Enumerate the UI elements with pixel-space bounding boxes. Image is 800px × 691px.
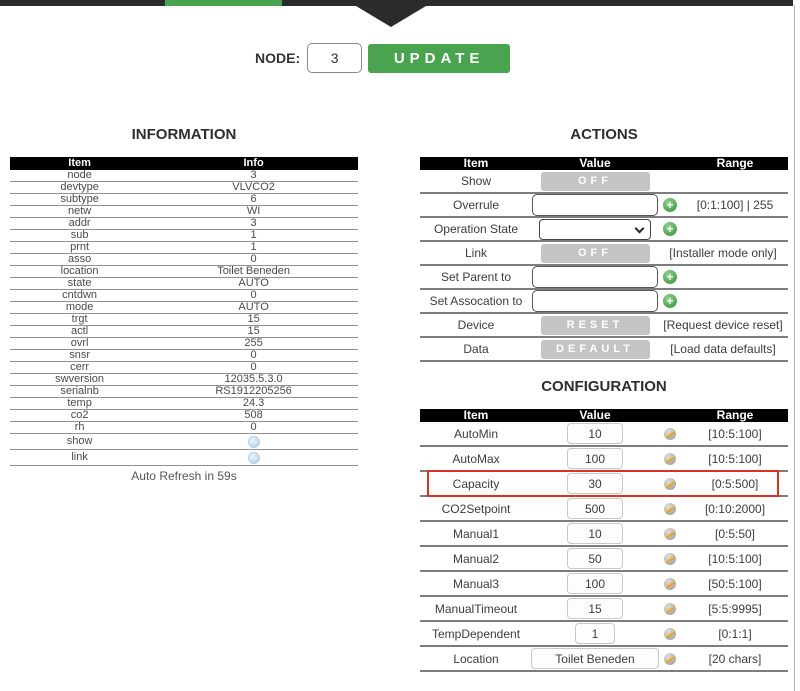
table-row [420, 218, 788, 242]
configuration-table-body [420, 422, 788, 672]
info-item-label: actl [71, 325, 89, 337]
node-input[interactable] [307, 43, 362, 73]
table-row [420, 422, 788, 447]
column-header-item: Item [68, 157, 91, 169]
info-item-value: 15 [247, 325, 260, 337]
table-row [420, 290, 788, 314]
info-item-label: temp [67, 397, 92, 409]
data-label: Data [463, 342, 489, 356]
table-row [10, 230, 358, 242]
table-row [10, 302, 358, 314]
info-item-value: AUTO [238, 277, 269, 289]
table-row [420, 522, 788, 547]
capacity-input[interactable] [567, 473, 623, 494]
set-parent-to-apply-cell [658, 270, 682, 284]
info-item-label: show [66, 435, 93, 447]
automin-value-cell [532, 423, 658, 444]
data-button[interactable]: DEFAULT [541, 340, 650, 359]
capacity-value-cell [532, 473, 658, 494]
info-item-value: 508 [244, 409, 263, 421]
manual1-edit-cell [658, 528, 682, 540]
column-header-info: Info [243, 157, 264, 169]
info-item-label: sub [70, 229, 89, 241]
actions-table-body [420, 170, 788, 362]
table-row [10, 326, 358, 338]
automax-edit-cell [658, 453, 682, 465]
table-row [420, 472, 788, 497]
set-parent-to-input[interactable] [532, 266, 658, 288]
information-table-body [10, 170, 358, 466]
info-item-label: ovrl [70, 337, 89, 349]
edit-icon[interactable] [664, 578, 676, 590]
manual2-edit-cell [658, 553, 682, 565]
table-row [10, 386, 358, 398]
table-row [420, 338, 788, 362]
info-item-value: 3 [250, 217, 257, 229]
status-led-icon [248, 452, 260, 464]
info-item-value: Toilet Beneden [217, 265, 290, 277]
set-assocation-to-label: Set Assocation to [429, 294, 523, 308]
tempdependent-label: TempDependent [431, 626, 521, 641]
info-item-label: rh [74, 421, 85, 433]
info-item-value: 6 [250, 193, 257, 205]
overrule-range: [0:1:100] | 255 [696, 198, 774, 212]
table-row [420, 447, 788, 472]
link-label: Link [464, 246, 487, 260]
table-row [10, 350, 358, 362]
edit-icon[interactable] [664, 428, 676, 440]
edit-icon[interactable] [664, 628, 676, 640]
update-button[interactable]: UPDATE [368, 44, 510, 73]
manual2-label: Manual2 [452, 551, 500, 566]
table-row [10, 410, 358, 422]
table-row [420, 622, 788, 647]
table-row [10, 242, 358, 254]
add-button[interactable]: + [663, 222, 677, 236]
edit-icon[interactable] [664, 528, 676, 540]
data-value-cell [532, 340, 658, 359]
info-item-value: RS1912205256 [215, 385, 292, 397]
nav-arrow-down-icon [356, 6, 426, 27]
manual3-range: [50:5:100] [708, 576, 762, 591]
operation-state-apply-cell [658, 222, 682, 236]
manual3-value-cell [532, 573, 658, 594]
co2setpoint-value-cell [532, 498, 658, 519]
table-row [10, 434, 358, 450]
operation-state-value-cell [532, 219, 658, 240]
info-item-value: 1 [250, 229, 257, 241]
info-item-label: cerr [70, 361, 90, 373]
location-input[interactable] [531, 648, 659, 669]
info-item-value: 1 [250, 241, 257, 253]
add-button[interactable]: + [663, 294, 677, 308]
manualtimeout-edit-cell [658, 603, 682, 615]
manual3-input[interactable] [567, 573, 623, 594]
link-range: [Installer mode only] [669, 246, 777, 260]
manual1-label: Manual1 [452, 526, 500, 541]
table-row [420, 547, 788, 572]
table-row [10, 266, 358, 278]
manual2-value-cell [532, 548, 658, 569]
overrule-value-cell [532, 194, 658, 216]
info-item-label: addr [68, 217, 91, 229]
capacity-edit-cell [658, 478, 682, 490]
add-button[interactable]: + [663, 198, 677, 212]
column-header-value: Value [579, 156, 611, 170]
co2setpoint-range: [0:10:2000] [704, 501, 766, 516]
manualtimeout-label: ManualTimeout [434, 601, 518, 616]
automax-value-cell [532, 448, 658, 469]
info-item-value: 0 [250, 349, 257, 361]
info-item-value [149, 436, 358, 448]
info-item-value: VLVCO2 [232, 181, 275, 193]
info-item-label: subtype [60, 193, 99, 205]
edit-icon[interactable] [664, 553, 676, 565]
info-item-label: prnt [70, 241, 90, 253]
data-range: [Load data defaults] [670, 342, 776, 356]
table-row [420, 242, 788, 266]
capacity-label: Capacity [452, 476, 500, 491]
info-item-label: mode [65, 301, 94, 313]
column-header-value: Value [579, 408, 611, 422]
manual1-range: [0:5:50] [714, 526, 756, 541]
table-row [10, 218, 358, 230]
show-value-cell [532, 172, 658, 191]
manualtimeout-input[interactable] [567, 598, 623, 619]
manual3-label: Manual3 [452, 576, 500, 591]
automax-range: [10:5:100] [708, 451, 762, 466]
information-title: INFORMATION [131, 126, 237, 143]
info-item-label: location [60, 265, 99, 277]
set-assocation-to-input[interactable] [532, 290, 658, 312]
column-header-item: Item [463, 156, 489, 170]
table-row [420, 194, 788, 218]
actions-table-header [420, 157, 788, 170]
edit-icon[interactable] [664, 453, 676, 465]
automax-label: AutoMax [452, 451, 500, 466]
status-led-icon [248, 436, 260, 448]
tempdependent-range: [0:1:1] [718, 626, 752, 641]
manualtimeout-range: [5:5:9995] [708, 601, 762, 616]
show-label: Show [460, 174, 492, 188]
table-row [10, 422, 358, 434]
window-border [794, 5, 795, 691]
tempdependent-input[interactable] [575, 623, 615, 644]
table-row [10, 450, 358, 466]
table-row [420, 266, 788, 290]
set-parent-to-label: Set Parent to [440, 270, 512, 284]
info-item-value: 0 [250, 361, 257, 373]
overrule-label: Overrule [452, 198, 499, 212]
set-assocation-to-value-cell [532, 290, 658, 312]
column-header-item: Item [463, 408, 489, 422]
info-item-value: 12035.5.3.0 [224, 373, 283, 385]
manual1-value-cell [532, 523, 658, 544]
co2setpoint-edit-cell [658, 503, 682, 515]
manual3-edit-cell [658, 578, 682, 590]
configuration-table-header [420, 409, 788, 422]
table-row [420, 497, 788, 522]
info-item-label: asso [67, 253, 92, 265]
manualtimeout-value-cell [532, 598, 658, 619]
link-button[interactable]: OFF [541, 244, 650, 263]
edit-icon[interactable] [664, 653, 676, 665]
info-item-label: serialnb [60, 385, 99, 397]
automin-edit-cell [658, 428, 682, 440]
actions-title: ACTIONS [570, 126, 638, 143]
device-button[interactable]: RESET [541, 316, 650, 335]
info-item-label: node [67, 169, 92, 181]
node-label: NODE: [255, 50, 301, 66]
co2setpoint-label: CO2Setpoint [441, 501, 511, 516]
edit-icon[interactable] [664, 478, 676, 490]
device-value-cell [532, 316, 658, 335]
device-range: [Request device reset] [663, 318, 783, 332]
info-item-label: trgt [71, 313, 88, 325]
info-item-value [149, 452, 358, 464]
info-item-label: co2 [70, 409, 89, 421]
info-item-label: snsr [69, 349, 90, 361]
information-table [10, 157, 358, 466]
table-row [10, 194, 358, 206]
info-item-value: WI [246, 205, 261, 217]
info-item-value: 0 [250, 421, 257, 433]
location-range: [20 chars] [708, 651, 762, 666]
automin-input[interactable] [567, 423, 623, 444]
info-item-label: link [71, 451, 88, 463]
information-section [10, 126, 358, 483]
actions-table [420, 157, 788, 362]
manual2-range: [10:5:100] [708, 551, 762, 566]
column-header-range: Range [716, 408, 754, 422]
info-item-value: 24.3 [242, 397, 265, 409]
table-row [10, 338, 358, 350]
link-value-cell [532, 244, 658, 263]
automin-range: [10:5:100] [708, 426, 762, 441]
add-button[interactable]: + [663, 270, 677, 284]
show-button[interactable]: OFF [541, 172, 650, 191]
info-item-label: state [67, 277, 92, 289]
table-row [10, 290, 358, 302]
info-item-value: 255 [244, 337, 263, 349]
table-row [10, 398, 358, 410]
tempdependent-edit-cell [658, 628, 682, 640]
configuration-table [420, 409, 788, 672]
device-label: Device [457, 318, 495, 332]
table-row [420, 597, 788, 622]
overrule-input[interactable] [532, 194, 658, 216]
table-row [420, 314, 788, 338]
auto-refresh-status: Auto Refresh in 59s [131, 469, 237, 483]
info-item-label: cntdwn [62, 289, 98, 301]
node-panel [255, 42, 510, 74]
column-header-range: Range [716, 156, 754, 170]
co2setpoint-input[interactable] [567, 498, 623, 519]
automin-label: AutoMin [453, 426, 499, 441]
info-item-value: 0 [250, 289, 257, 301]
table-row [420, 572, 788, 597]
info-item-value: 0 [250, 253, 257, 265]
info-item-label: swversion [55, 373, 105, 385]
table-row [420, 647, 788, 672]
location-edit-cell [658, 653, 682, 665]
edit-icon[interactable] [664, 603, 676, 615]
operation-state-label: Operation State [433, 222, 519, 236]
capacity-range: [0:5:500] [711, 476, 759, 491]
table-row [10, 314, 358, 326]
manual1-input[interactable] [567, 523, 623, 544]
operation-state-select[interactable] [539, 219, 651, 240]
tempdependent-value-cell [532, 623, 658, 644]
information-table-header [10, 157, 358, 170]
chevron-down-icon [635, 223, 645, 233]
info-item-value: 15 [247, 313, 260, 325]
location-value-cell [532, 648, 658, 669]
info-item-value: 3 [250, 169, 257, 181]
actions-section [420, 126, 788, 672]
set-parent-to-value-cell [532, 266, 658, 288]
location-label: Location [453, 651, 499, 666]
table-row [420, 170, 788, 194]
edit-icon[interactable] [664, 503, 676, 515]
overrule-apply-cell [658, 198, 682, 212]
manual2-input[interactable] [567, 548, 623, 569]
set-assocation-to-apply-cell [658, 294, 682, 308]
info-item-label: devtype [60, 181, 99, 193]
automax-input[interactable] [567, 448, 623, 469]
table-row [10, 206, 358, 218]
info-item-value: AUTO [238, 301, 269, 313]
top-bar-accent [165, 0, 282, 6]
info-item-label: netw [67, 205, 92, 217]
configuration-title: CONFIGURATION [541, 378, 667, 395]
